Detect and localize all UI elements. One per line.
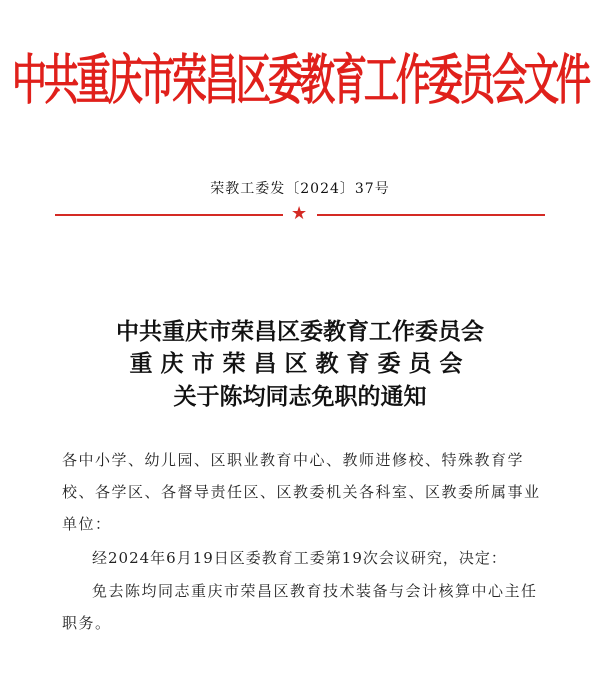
title-line-3: 关于陈均同志免职的通知 (173, 384, 427, 410)
title-line-2: 重庆市荣昌区教育委员会 (129, 351, 471, 377)
decision-paragraph: 经2024年6月19日区委教育工委第19次会议研究，决定： (92, 549, 507, 567)
title-line-1: 中共重庆市荣昌区委教育工作委员会 (116, 319, 484, 345)
star-icon: ★ (291, 203, 308, 224)
recipients-paragraph: 各中小学、幼儿园、区职业教育中心、教师进修校、特殊教育学校、各学区、各督导责任区、区教委机关各科室、区教委所属事业单位： (62, 451, 541, 533)
document-number: 荣教工委发〔2024〕37号 (210, 181, 390, 197)
document-masthead: 中共重庆市荣昌区委教育工作委员会文件 (11, 50, 588, 113)
divider-line-right (317, 214, 545, 216)
divider-line-left (55, 214, 283, 216)
content-paragraph: 免去陈均同志重庆市荣昌区教育技术装备与会计核算中心主任职务。 (62, 582, 538, 632)
red-divider (55, 203, 545, 224)
